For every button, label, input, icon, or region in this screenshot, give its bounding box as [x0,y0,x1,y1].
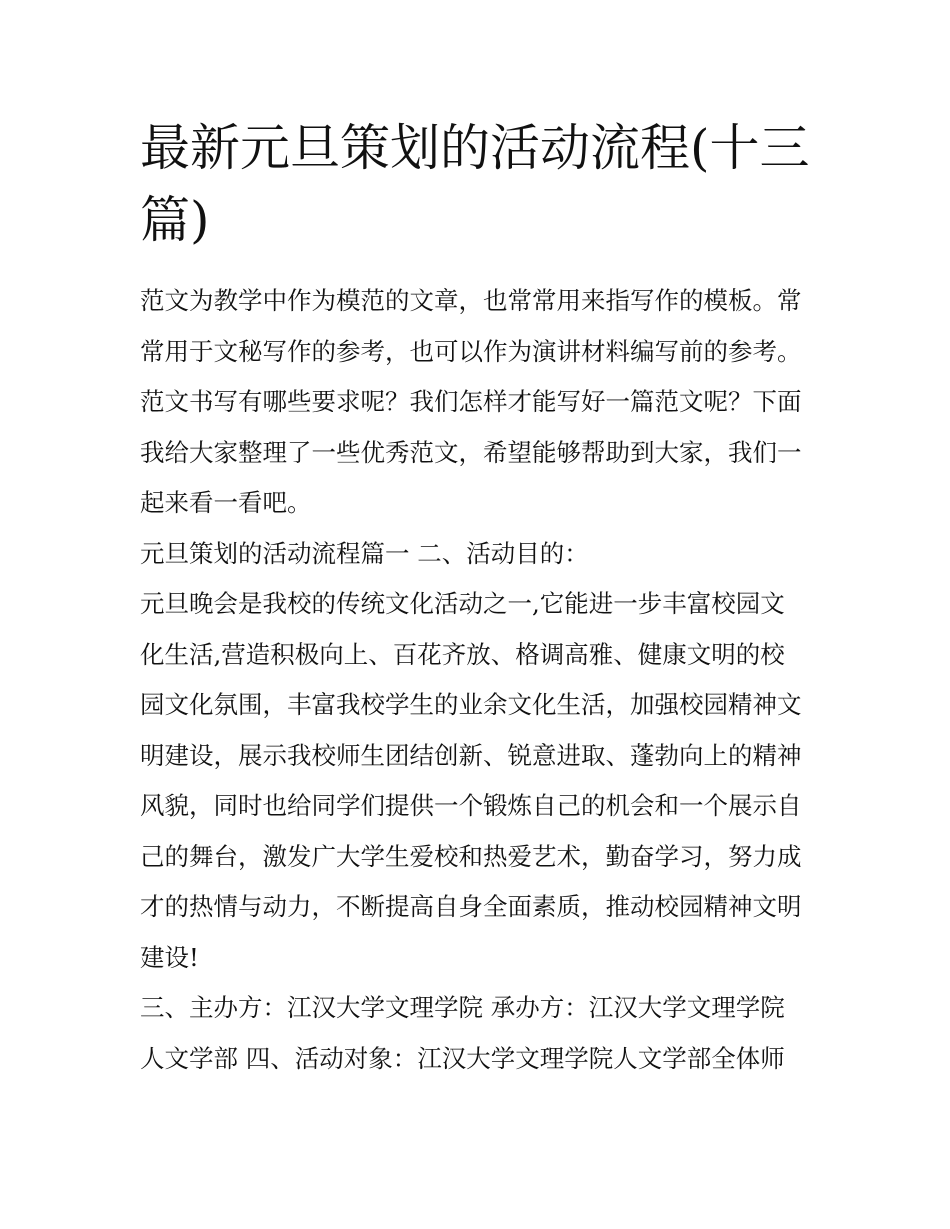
body-line: 元旦晚会是我校的传统文化活动之一,它能进一步丰富校园文 [140,589,785,618]
body-line: 己的舞台，激发广大学生爱校和热爱艺术，勤奋学习，努力成 [140,841,802,871]
body-line: 我给大家整理了一些优秀范文，希望能够帮助到大家，我们一 [140,437,802,467]
body-line: 化生活,营造积极向上、百花齐放、格调高雅、健康文明的校 [140,639,785,669]
body-line: 起来看一看吧。 [140,488,312,517]
body-line: 常用于文秘写作的参考，也可以作为演讲材料编写前的参考。 [140,336,802,366]
section-heading: 元旦策划的活动流程篇一 二、活动目的： [140,538,589,568]
body-line: 人文学部 四、活动对象：江汉大学文理学院人文学部全体师 [140,1043,785,1073]
body-line: 园文化氛围，丰富我校学生的业余文化生活，加强校园精神文 [140,690,802,719]
body-line: 才的热情与动力，不断提高自身全面素质，推动校园精神文明 [140,892,802,921]
body-line: 风貌，同时也给同学们提供一个锻炼自己的机会和一个展示自 [140,791,802,820]
title-line: 篇) [140,191,210,249]
title-line: 最新元旦策划的活动流程(十三 [140,119,810,177]
body-line: 三、主办方：江汉大学文理学院 承办方：江汉大学文理学院 [140,993,785,1022]
document-title [140,112,820,256]
body-line: 建设! [140,942,199,972]
document-body [140,276,820,1084]
body-line: 明建设，展示我校师生团结创新、锐意进取、蓬勃向上的精神 [140,740,802,770]
body-line: 范文书写有哪些要求呢？我们怎样才能写好一篇范文呢？下面 [140,387,802,416]
body-line: 范文为教学中作为模范的文章，也常常用来指写作的模板。常 [140,286,802,315]
